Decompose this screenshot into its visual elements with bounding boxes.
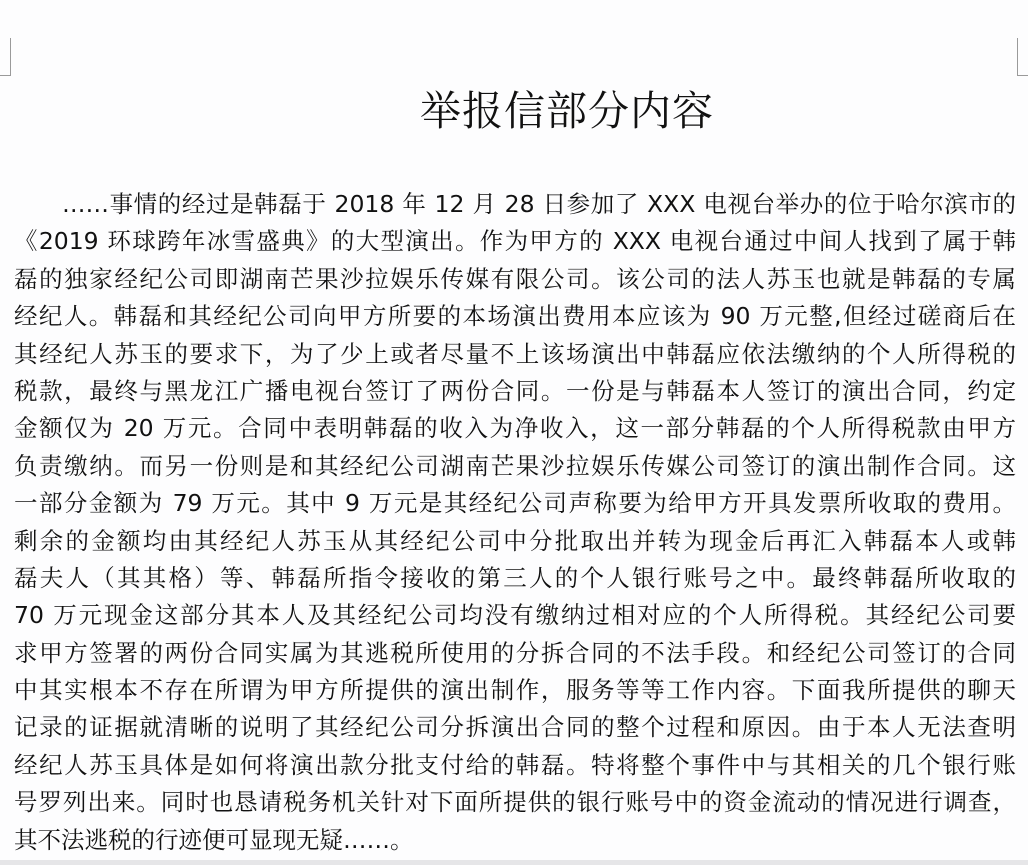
document-title: 举报信部分内容	[420, 87, 714, 135]
text-line: 经纪人。韩磊和其经纪公司向甲方所要的本场演出费用本应该为 90 万元整,但经过磋商后在	[14, 302, 1016, 331]
text-line: 负责缴纳。而另一份则是和其经纪公司湖南芒果沙拉娱乐传媒公司签订的演出制作合同。这	[14, 451, 1016, 480]
text-line: 剩余的金额均由其经纪人苏玉从其经纪公司中分批取出并转为现金后再汇入韩磊本人或韩	[14, 526, 1016, 555]
document-body	[14, 186, 1016, 859]
text-line: 记录的证据就清晰的说明了其经纪公司分拆演出合同的整个过程和原因。由于本人无法查明	[14, 713, 1016, 742]
page-corner-mark-left	[0, 38, 11, 76]
text-line: 其经纪人苏玉的要求下，为了少上或者尽量不上该场演出中韩磊应依法缴纳的个人所得税的	[14, 339, 1016, 368]
text-line: 《2019 环球跨年冰雪盛典》的大型演出。作为甲方的 XXX 电视台通过中间人找到了属于韩	[14, 227, 1016, 256]
text-line: 其不法逃税的行迹便可显现无疑……。	[14, 825, 414, 854]
text-line: 号罗列出来。同时也恳请税务机关针对下面所提供的银行账号中的资金流动的情况进行调查，	[14, 788, 1016, 817]
text-line: 金额仅为 20 万元。合同中表明韩磊的收入为净收入，这一部分韩磊的个人所得税款由甲方	[14, 414, 1016, 443]
text-line: 70 万元现金这部分其本人及其经纪公司均没有缴纳过相对应的个人所得税。其经纪公司要	[14, 601, 1016, 630]
text-line: 求甲方签署的两份合同实属为其逃税所使用的分拆合同的不法手段。和经纪公司签订的合同	[14, 638, 1016, 667]
text-line: ……事情的经过是韩磊于 2018 年 12 月 28 日参加了 XXX 电视台举办的位于哈尔滨市的	[62, 190, 1016, 218]
text-line: 经纪人苏玉具体是如何将演出款分批支付给的韩磊。特将整个事件中与其相关的几个银行账	[14, 750, 1016, 779]
text-line: 中其实根本不存在所谓为甲方所提供的演出制作，服务等等工作内容。下面我所提供的聊天	[14, 676, 1016, 705]
text-line: 一部分金额为 79 万元。其中 9 万元是其经纪公司声称要为给甲方开具发票所收取的费用。	[14, 489, 1016, 518]
page-corner-mark-right	[1017, 38, 1028, 76]
page-bottom-edge	[0, 860, 1028, 865]
text-line: 磊夫人（其其格）等、韩磊所指令接收的第三人的个人银行账号之中。最终韩磊所收取的	[14, 563, 1016, 592]
text-line: 税款，最终与黑龙江广播电视台签订了两份合同。一份是与韩磊本人签订的演出合同，约定	[14, 376, 1016, 405]
text-line: 磊的独家经纪公司即湖南芒果沙拉娱乐传媒有限公司。该公司的法人苏玉也就是韩磊的专属	[14, 264, 1016, 293]
